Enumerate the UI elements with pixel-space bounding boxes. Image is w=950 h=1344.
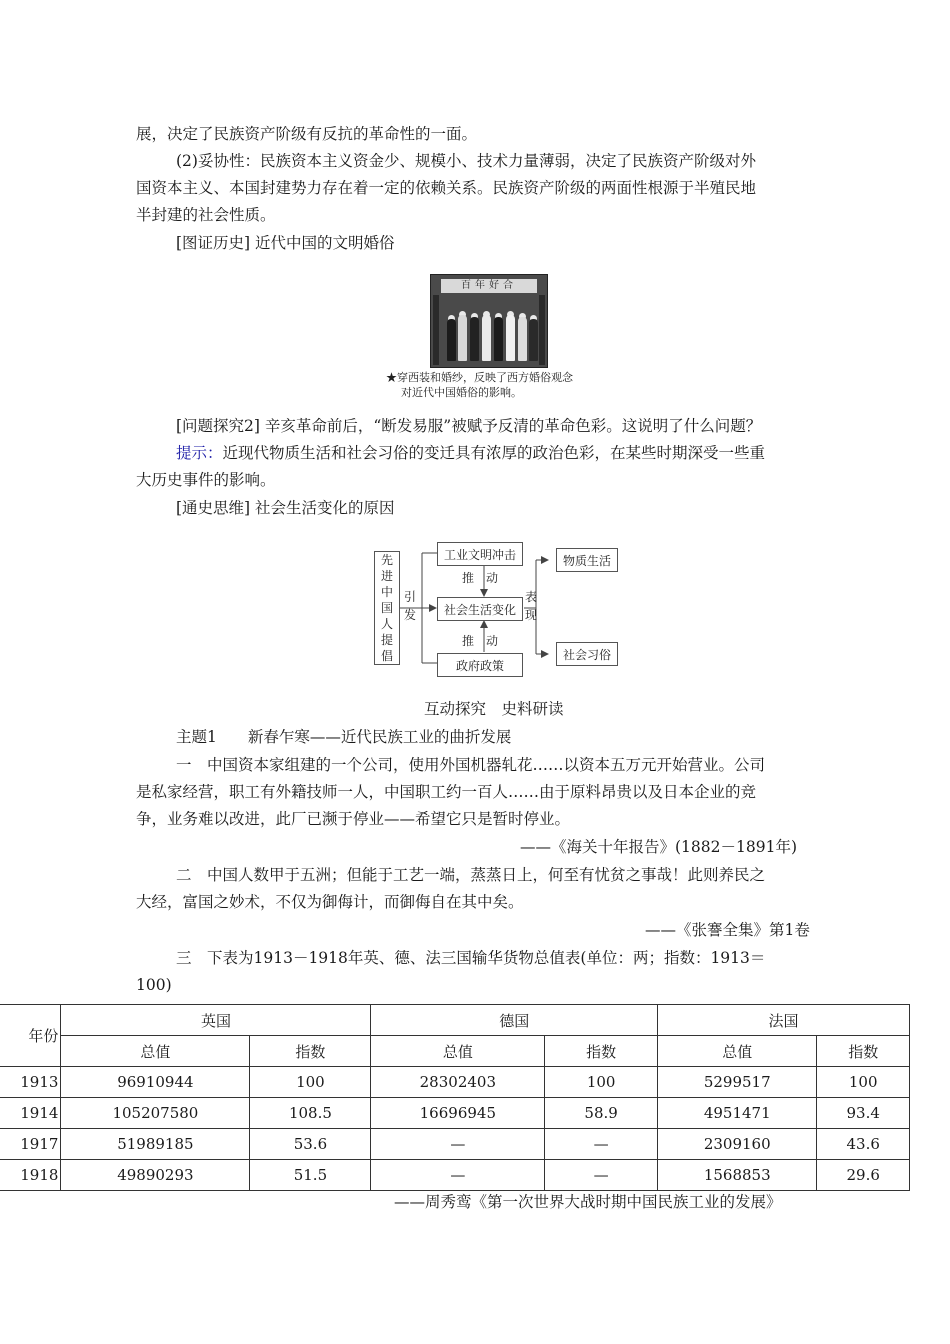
diagram-label-push: 推 动 <box>462 571 499 585</box>
source-text: 二 中国人数甲于五洲；但能于工艺一端，蒸蒸日上，何至有忧贫之事哉！此则养民之 <box>176 866 766 884</box>
year-cell: 1914 <box>0 1098 61 1129</box>
table-cell: — <box>545 1160 658 1191</box>
table-cell: — <box>371 1160 545 1191</box>
section-title: 互动探究 史料研读 <box>424 700 564 718</box>
hint-line <box>176 443 765 463</box>
country-header: 德国 <box>371 1005 658 1036</box>
table-cell: — <box>371 1129 545 1160</box>
paragraph-line: (2)妥协性：民族资本主义资金少、规模小、技术力量薄弱，决定了民族资产阶级对外 <box>176 152 756 170</box>
diagram-box-source: 先进中国人提倡 <box>374 551 400 665</box>
table-cell: 5299517 <box>658 1067 817 1098</box>
table-row <box>0 1067 910 1098</box>
year-cell: 1917 <box>0 1129 61 1160</box>
paragraph-line: 展，决定了民族资产阶级有反抗的革命性的一面。 <box>136 125 478 143</box>
table-row <box>0 1129 910 1160</box>
diagram-box-center: 社会生活变化 <box>437 597 523 621</box>
sub-header: 总值 <box>658 1036 817 1067</box>
diagram-label-manifest: 表现 <box>525 590 538 622</box>
diagram-box-material: 物质生活 <box>556 548 618 572</box>
year-cell: 1918 <box>0 1160 61 1191</box>
table-cell: 49890293 <box>61 1160 250 1191</box>
table-row <box>0 1098 910 1129</box>
table-cell: 108.5 <box>250 1098 371 1129</box>
table-row <box>0 1160 910 1191</box>
paragraph-line: 国资本主义、本国封建势力存在着一定的依赖关系。民族资产阶级的两面性根源于半殖民地 <box>136 179 757 197</box>
table-cell: 51989185 <box>61 1129 250 1160</box>
year-cell: 1913 <box>0 1067 61 1098</box>
source-citation: ——《海关十年报告》(1882－1891年) <box>520 838 797 856</box>
country-header: 法国 <box>658 1005 910 1036</box>
photo-caption: 对近代中国婚俗的影响。 <box>401 386 522 399</box>
sub-header: 指数 <box>545 1036 658 1067</box>
source-citation: ——《张謇全集》第1卷 <box>645 921 810 939</box>
sub-header: 总值 <box>371 1036 545 1067</box>
diagram-label-trigger: 引发 <box>404 590 417 622</box>
table-cell: 58.9 <box>545 1098 658 1129</box>
diagram-box-policy: 政府政策 <box>437 653 523 677</box>
table-cell: 43.6 <box>817 1129 910 1160</box>
table-cell: 2309160 <box>658 1129 817 1160</box>
table-cell: 16696945 <box>371 1098 545 1129</box>
source-text: 是私家经营，职工有外籍技师一人，中国职工约一百人……由于原料昂贵以及日本企业的竞 <box>136 783 757 801</box>
table-cell: 105207580 <box>61 1098 250 1129</box>
source-text: 大经，富国之妙术，不仅为御侮计，而御侮自在其中矣。 <box>136 893 524 911</box>
source-text: 一 中国资本家组建的一个公司，使用外国机器轧花……以资本五万元开始营业。公司 <box>176 756 766 774</box>
sub-header: 指数 <box>817 1036 910 1067</box>
table-cell: 1568853 <box>658 1160 817 1191</box>
table-cell: 100 <box>545 1067 658 1098</box>
table-cell: 28302403 <box>371 1067 545 1098</box>
source-text: 争，业务难以改进，此厂已濒于停业——希望它只是暂时停业。 <box>136 810 571 828</box>
hint-text: 近现代物质生活和社会习俗的变迁具有浓厚的政治色彩，在某些时期深受一些重 <box>222 444 766 462</box>
photo-pillar <box>433 295 439 365</box>
year-header: 年份 <box>0 1005 61 1067</box>
source-text: 100) <box>136 976 172 994</box>
diagram-label-push: 推 动 <box>462 634 499 648</box>
photo-banner: 百年好合 <box>441 279 537 293</box>
figure-heading: [图证历史] 近代中国的文明婚俗 <box>176 234 395 252</box>
table-cell: 4951471 <box>658 1098 817 1129</box>
sub-header: 指数 <box>250 1036 371 1067</box>
hint-label: 提示： <box>176 444 223 462</box>
source-text: 三 下表为1913－1918年英、德、法三国输华货物总值表(单位：两；指数：1913＝ <box>176 949 766 967</box>
table-cell: 100 <box>250 1067 371 1098</box>
topic-heading: 主题1 新春乍寒——近代民族工业的曲折发展 <box>176 728 512 746</box>
table-cell: 53.6 <box>250 1129 371 1160</box>
table-citation: ——周秀鸾《第一次世界大战时期中国民族工业的发展》 <box>394 1193 782 1211</box>
table-cell: — <box>545 1129 658 1160</box>
thinking-heading: [通史思维] 社会生活变化的原因 <box>176 499 395 517</box>
sub-header: 总值 <box>61 1036 250 1067</box>
photo-pillar <box>539 295 545 365</box>
table-cell: 96910944 <box>61 1067 250 1098</box>
table-cell: 29.6 <box>817 1160 910 1191</box>
inquiry-question: [问题探究2] 辛亥革命前后，“断发易服”被赋予反清的革命色彩。这说明了什么问题？ <box>176 417 762 435</box>
diagram-box-industrial: 工业文明冲击 <box>437 542 523 566</box>
photo-caption: ★穿西装和婚纱，反映了西方婚俗观念 <box>386 371 573 384</box>
wedding-photo <box>430 274 548 368</box>
hint-line: 大历史事件的影响。 <box>136 471 276 489</box>
table-cell: 93.4 <box>817 1098 910 1129</box>
paragraph-line: 半封建的社会性质。 <box>136 206 276 224</box>
country-header: 英国 <box>61 1005 371 1036</box>
trade-value-table <box>0 1004 910 1191</box>
table-cell: 100 <box>817 1067 910 1098</box>
table-cell: 51.5 <box>250 1160 371 1191</box>
diagram-box-customs: 社会习俗 <box>556 642 618 666</box>
